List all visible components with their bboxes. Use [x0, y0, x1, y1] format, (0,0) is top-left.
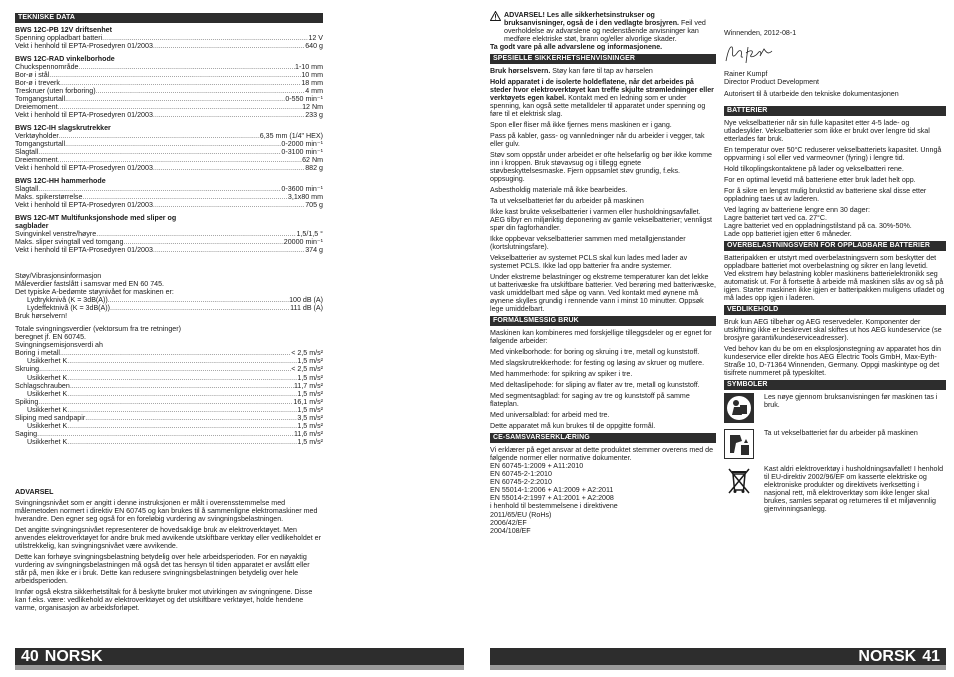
dot-leader [67, 422, 297, 430]
advarsel-paragraph-2: Det angitte svingningsnivået representerer de hovedsaklige bruk av elektroverktøyet. Men anvendes elektroverktøyet for andre bruk med avvikende utskiftbare verktøy eller vedlikeholdet er utilstrekkelig, kan svingningsnivået være avvikende. [15, 525, 321, 550]
safety-3: Spon eller fliser må ikke fjernes mens maskinen er i gang. [490, 121, 672, 130]
dot-leader [67, 357, 297, 365]
right-page-number: 41 [922, 648, 940, 665]
dot-leader [153, 201, 305, 209]
maintenance-text-1: Bruk kun AEG tilbehør og AEG reservedeler. Komponenter der utskiftning ikke er beskrevet skal skiftes ut hos AEG kundeservice (se brosjyre garanti/kundeserviceadresser). [724, 318, 942, 343]
spec-label: Usikkerhet K [27, 405, 68, 414]
dot-leader [79, 63, 296, 71]
vibration-row [15, 398, 323, 406]
battery-2: En temperatur over 50°C reduserer vekselbatteriets kapasitet. Unngå oppvarming i sol eller ved varmeovner (fyring) i lengre tid. [724, 146, 942, 163]
pb-title: BWS 12C-PB 12V driftsenhet [15, 25, 112, 34]
use-4: Med hammerhode: for spikring av spiker i tre. [490, 370, 633, 379]
spec-label: Lydtrykknivå (K = 3dB(A)) [27, 296, 108, 305]
spec-value: 1,5 m/s² [297, 405, 323, 414]
spec-value: 1,5 m/s² [297, 421, 323, 430]
spec-label: Vekt i henhold til EPTA-Prosedyren 01/2003 [15, 164, 153, 173]
right-footer-language: NORSK [858, 648, 917, 665]
spec-label: Dreiemoment [15, 103, 58, 112]
left-footer-bar [15, 665, 464, 670]
signature [724, 43, 946, 67]
spec-label: Spenning oppladbart batteri [15, 33, 103, 42]
spec-row [15, 164, 323, 172]
spec-value: 1,5 m/s² [297, 437, 323, 446]
spec-value: 1,5 m/s² [297, 357, 323, 366]
use-7: Med universalblad: for arbeid med tre. [490, 411, 610, 420]
spec-value: 882 g [305, 164, 323, 173]
spec-value: 16,1 m/s² [293, 397, 323, 406]
spec-value: < 2,5 m/s² [291, 365, 323, 374]
spec-row [15, 185, 323, 193]
dot-leader [96, 230, 296, 238]
batterier-header: BATTERIER [724, 106, 946, 116]
spec-label: Treskruer (uten forboring) [15, 87, 96, 96]
spec-row [15, 42, 323, 50]
signer-title: Director Product Development [724, 78, 820, 87]
spec-row [15, 103, 323, 111]
mt-title: BWS 12C-MT Multifunksjonshode med sliper og sagblader [15, 214, 177, 231]
battery-8: Lagre batteriet ved en oppladningstilstand på ca. 30%-50%. [724, 222, 912, 231]
safety-2-bold: Hold apparatet i de isolerte holdeflatene, når det arbeides på steder hvor elektroverktøyet kan treffe skjulte strømledninger eller verktøyets egen kabel. [490, 78, 714, 103]
left-footer [15, 648, 464, 665]
dot-leader [65, 95, 285, 103]
dot-leader [39, 365, 291, 373]
vedlikehold-header: VEDLIKEHOLD [724, 305, 946, 315]
use-3: Med slagskrutrekkerhode: for festing og løsing av skruer og mutlere. [490, 359, 705, 368]
vibration-row [15, 374, 323, 382]
dot-leader [60, 349, 291, 357]
spec-label: Usikkerhet K [27, 437, 68, 446]
spec-label: Usikkerhet K [27, 373, 68, 382]
dot-leader [82, 193, 288, 201]
vibration-row [15, 406, 323, 414]
dot-leader [58, 156, 303, 164]
spec-value: 10 mm [301, 70, 323, 79]
safety-2-text: Kontakt med en ledning som er under spenning, kan også sette metalldeler til apparatet under spenning og føre til et elektrisk slag. [490, 94, 706, 119]
ce-norm-item: EN 55014-1:2006 + A1:2009 + A2:2011 [490, 486, 614, 495]
safety-9: Ikke oppbevar vekselbatterier sammen med metallgjenstander (kortslutningsfare). [490, 235, 686, 252]
spec-label: Vekt i henhold til EPTA-Prosedyren 01/2003 [15, 111, 153, 120]
warning-keep-text: Ta godt vare på alle advarslene og informasjonene. [490, 43, 663, 52]
read-manual-icon [724, 393, 754, 423]
spec-value: 3,5 m/s² [297, 413, 323, 422]
spec-label: Vekt i henhold til EPTA-Prosedyren 01/2003 [15, 201, 153, 210]
ce-norm-item: 2006/42/EF [490, 518, 527, 527]
signature-icon [724, 43, 776, 65]
rad-title: BWS 12C-RAD vinkelborhode [15, 54, 115, 63]
spec-label: Slagtall [15, 185, 39, 194]
spec-value: 0-3100 min⁻¹ [281, 148, 323, 157]
spec-value: 6,35 mm (1/4" HEX) [259, 132, 323, 141]
authorized-text: Autorisert til å utarbeide den tekniske dokumentasjonen [724, 90, 899, 99]
spec-label: Vekt i henhold til EPTA-Prosedyren 01/2003 [15, 41, 153, 50]
vibration-row [15, 430, 323, 438]
spec-row [15, 140, 323, 148]
spec-value: 20000 min⁻¹ [283, 238, 323, 247]
battery-3: Hold tilkoplingskontaktene på lader og vekselbatteri rene. [724, 165, 904, 174]
spec-label: Sliping med sandpapir [15, 413, 86, 422]
spec-label: Tomgangsturtall [15, 95, 66, 104]
warning-bold-text: ADVARSEL! Les alle sikkerhetsinstrukser og bruksanvisninger, også de i den vedlagte brosjyren. [504, 11, 680, 28]
symbol-remove-battery [724, 429, 946, 459]
spec-label: Usikkerhet K [27, 421, 68, 430]
left-footer-language: NORSK [44, 648, 103, 665]
dot-leader [67, 406, 297, 414]
right-footer [490, 648, 946, 665]
spec-label: Slagtall [15, 148, 39, 157]
dot-leader [110, 304, 290, 312]
spec-value: 12 Nm [302, 103, 323, 112]
ce-norm-item: EN 60745-2-1:2010 [490, 470, 552, 479]
spec-value: 0-550 min⁻¹ [285, 95, 323, 104]
dot-leader [38, 148, 281, 156]
rad-spec-list [15, 63, 323, 119]
spec-label: Spiking [15, 397, 39, 406]
right-footer-bar [490, 665, 946, 670]
dot-leader [153, 246, 305, 254]
dot-leader [123, 238, 283, 246]
ce-text: Vi erklærer på eget ansvar at dette produktet stemmer overens med de følgende normer eller normative dokumenter. [490, 446, 714, 463]
dot-leader [67, 374, 297, 382]
spec-value: 1,5/1,5 ° [296, 230, 323, 239]
use-header: FORMÅLSMESSIG BRUK [490, 316, 716, 326]
spec-row [15, 193, 323, 201]
spec-label: Dreiemoment [15, 156, 58, 165]
spec-row [15, 111, 323, 119]
spec-label: Maks. sliper svingtall ved tomgang [15, 238, 124, 247]
safety-7: Ta ut vekselbatteriet før du arbeider på maskinen [490, 197, 644, 206]
spec-value: 0-2000 min⁻¹ [281, 140, 323, 149]
ce-norm-item: EN 60745-2-2:2010 [490, 478, 552, 487]
battery-9: Lade opp batteriet igjen etter 6 måneder. [724, 230, 852, 239]
overload-header: OVERBELASTNINGSVERN FOR OPPLADBARE BATTERIER [724, 241, 946, 251]
vib-intro-3: Svingningsemisjonsverdi ah [15, 341, 103, 350]
spec-value: 1,5 m/s² [297, 389, 323, 398]
spec-row [15, 79, 323, 87]
dot-leader [38, 185, 281, 193]
battery-7: Lagre batteriet tørt ved ca. 27°C. [724, 214, 827, 223]
vibration-row [15, 438, 323, 446]
ih-spec-list [15, 132, 323, 172]
vibration-row [15, 422, 323, 430]
spec-value: < 2,5 m/s² [291, 349, 323, 358]
spec-row [15, 63, 323, 71]
noise-title: Støy/Vibrasjonsinformasjon [15, 272, 102, 281]
vibration-row [15, 349, 323, 357]
spec-value: 18 mm [301, 79, 323, 87]
ce-header: CE-SAMSVARSERKLÆRING [490, 433, 716, 443]
spec-label: Chuckspennområde [15, 62, 79, 71]
spec-label: Tomgangsturtall [15, 140, 66, 149]
symbol-read-manual [724, 393, 946, 423]
vib-intro-1: Totale svingningsverdier (vektorsum fra tre retninger) [15, 325, 181, 334]
spec-label: Usikkerhet K [27, 389, 68, 398]
vibration-list [15, 349, 323, 445]
dot-leader [108, 296, 289, 304]
spec-value: 640 g [305, 41, 323, 50]
spec-row [15, 246, 323, 254]
battery-4: For en optimal levetid må batteriene etter bruk ladet helt opp. [724, 176, 916, 185]
symbol-2-text: Ta ut vekselbatteriet før du arbeider på maskinen [764, 429, 918, 438]
spec-row [15, 132, 323, 140]
dot-leader [96, 87, 306, 95]
spec-row [15, 71, 323, 79]
spec-value: 12 V [308, 33, 323, 42]
safety-8: Ikke kast brukte vekselbatterier i varmen eller husholdningsavfallet. AEG tilbyr en miljøriktig deponering av gamle vekselbatterier; vennligst spør din fagforhandler. [490, 208, 712, 233]
spec-label: Skruing [15, 365, 40, 374]
symboler-header: SYMBOLER [724, 380, 946, 390]
advarsel-paragraph-1: Svingningsnivået som er angitt i denne instruksjonen er målt i overensstemmelse med målemetoden normert i direktiv EN 60745 og kan brukes til å sammenligne elektromaskiner med hverandre. Den egner seg også for en foreløbig vurdering av svingningsbelastningen. [15, 498, 318, 523]
spec-label: Boring i metall [15, 349, 60, 358]
advarsel-paragraph-4: Innfør også ekstra sikkerhetstiltak for å beskytte bruker mot utvirkingen av svingningene. Disse kan f.eks. være: vedlikehold av elektroverktøyet og det utskiftbare verktøyet, holde hendene varme, organisasjon av arbeidsforløpet. [15, 587, 313, 612]
pb-spec-list [15, 34, 323, 50]
remove-battery-icon [724, 429, 754, 459]
noise-intro-1: Måleverdier fastslått i samsvar med EN 60 745. [15, 280, 165, 289]
spec-value: 11,7 m/s² [293, 381, 323, 390]
spec-value: 3,1x80 mm [287, 193, 323, 202]
use-1: Maskinen kan kombineres med forskjellige tilleggsdeler og er egnet for følgende arbeider: [490, 329, 712, 346]
dot-leader [38, 398, 293, 406]
spec-label: Bor-ø i stål [15, 70, 50, 79]
safety-11: Under ekstreme belastninger og ekstreme temperaturer kan det lekke ut batterivæske fra utskiftbare batterier. Ved berøring med batterivæske, vask umiddelbart med såpe og vann. Ved kontakt med øynene må øynene skylles grundig i rennende vann i minst 10 minutter. Oppsøk lege umiddelbart. [490, 273, 716, 314]
spec-value: 100 dB (A) [289, 296, 323, 305]
dot-leader [70, 382, 294, 390]
spec-value: 1-10 mm [295, 62, 323, 71]
dot-leader [67, 390, 297, 398]
signer-name: Rainer Kumpf [724, 70, 768, 79]
battery-1: Nye vekselbatterier når sin fulle kapasitet etter 4-5 lade- og utladesykler. Vekselbatterier som ikke er brukt over lengre tid skal etterlades før bruk. [724, 118, 930, 144]
hh-title: BWS 12C-HH hammerhode [15, 177, 106, 186]
vibration-row [15, 390, 323, 398]
spec-row [15, 201, 323, 209]
dot-leader [65, 140, 281, 148]
spec-value: 1,5 m/s² [297, 373, 323, 382]
place-date: Winnenden, 2012-08-1 [724, 29, 797, 37]
right-column [724, 11, 946, 519]
spec-row [15, 156, 323, 164]
noise-row [27, 296, 323, 304]
spec-row [15, 34, 323, 42]
spec-label: Svingvinkel venstre/høyre [15, 230, 97, 239]
ce-norm-item: i henhold til bestemmelsene i direktivene [490, 502, 618, 511]
crossed-bin-icon [724, 465, 754, 495]
symbol-weee [724, 465, 946, 513]
vibration-row [15, 357, 323, 365]
advarsel-title: ADVARSEL [15, 487, 54, 496]
battery-6: Ved lagring av batteriene lengre enn 30 dager: [724, 206, 870, 215]
spec-value: 0-3600 min⁻¹ [281, 185, 323, 194]
use-8: Dette apparatet må kun brukes til de oppgitte formål. [490, 422, 656, 431]
spec-label: Lydeffektnivå (K = 3dB(A)) [27, 304, 110, 313]
spec-label: Bor-ø i treverk [15, 79, 60, 87]
warning-triangle-icon [490, 11, 501, 21]
spec-value: 111 dB (A) [290, 304, 323, 313]
dot-leader [59, 132, 260, 140]
spec-row [15, 238, 323, 246]
noise-list [15, 296, 323, 312]
middle-column [490, 11, 716, 535]
spec-value: 705 g [305, 201, 323, 210]
spec-value: 62 Nm [302, 156, 323, 165]
use-2: Med vinkelborhode: for boring og skruing i tre, metall og kunststoff. [490, 348, 700, 357]
dot-leader [153, 111, 305, 119]
tekniske-data-header: TEKNISKE DATA [15, 13, 323, 23]
maintenance-text-2: Ved behov kan du be om en eksplosjonstegning av apparatet hos din kundeservice eller direkte hos AEG Electric Tools GmbH, Max-Eyth-Straße 10, D-71364 Winnenden, Germany. Oppgi maskintype og det tisifrete nummeret på typeskiltet. [724, 345, 941, 378]
vibration-row [15, 365, 323, 373]
noise-row [27, 304, 323, 312]
safety-header: SPESIELLE SIKKERHETSHENVISNINGER [490, 54, 716, 64]
warning-block [490, 11, 716, 43]
use-6: Med segmentsagblad: for saging av tre og kunststoff på samme flateplan. [490, 392, 690, 409]
spec-value: 11,6 m/s² [293, 429, 323, 438]
dot-leader [67, 438, 297, 446]
left-page-column [15, 11, 323, 615]
safety-1-bold: Bruk hørselsvern. [490, 66, 551, 75]
safety-5: Støv som oppstår under arbeidet er ofte helsefarlig og bør ikke komme inn i kroppen. Bruk støvavsug og i tillegg egnete støvbeskyttelsesmaske. Fjern oppsamlet støv grundig, f.eks. oppsuging. [490, 151, 712, 184]
dot-leader [85, 414, 297, 422]
safety-1-text: Støy kan føre til tap av hørselen [550, 66, 653, 75]
spec-value: 233 g [305, 111, 323, 120]
dot-leader [58, 103, 303, 111]
dot-leader [49, 71, 301, 79]
ih-title: BWS 12C-IH slagskrutrekker [15, 124, 111, 133]
ce-norm-item: 2011/65/EU (RoHs) [490, 510, 552, 519]
spec-row [15, 95, 323, 103]
left-page-number: 40 [21, 648, 39, 665]
mt-spec-list [15, 230, 323, 254]
symbol-1-text: Les nøye gjennom bruksanvisningen før maskinen tas i bruk. [764, 393, 938, 410]
hh-spec-list [15, 185, 323, 209]
symbol-3-text: Kast aldri elektroverktøy i husholdningsavfallet! I henhold til EU-direktiv 2002/96/EF om kasserte elektriske og elektroniske produkter og direktivets iverksetting i nasjonal rett, må elektroverktøy som ikke lenger skal brukes, samles separat og returneres til et miljøvennlig gjenvinningsanlegg. [764, 465, 944, 514]
dot-leader [153, 164, 305, 172]
noise-intro-2: Det typiske A-bedømte støynivået for maskinen er: [15, 288, 174, 297]
safety-4: Pass på kabler, gass- og vannledninger når du arbeider i vegger, tak eller gulv. [490, 132, 705, 149]
dot-leader [102, 34, 308, 42]
dot-leader [37, 430, 294, 438]
safety-10: Vekselbatterier av systemet PCLS skal kun lades med lader av systemet PCLS. Ikke lad opp batterier fra andre systemer. [490, 254, 688, 271]
spec-label: Verktøyholder [15, 132, 59, 141]
ear-protection-text: Bruk hørselvern! [15, 312, 68, 321]
vibration-row [15, 382, 323, 390]
battery-5: For å sikre en lengst mulig brukstid av batteriene skal disse etter oppladning taes ut av laderen. [724, 187, 927, 204]
spec-row [15, 230, 323, 238]
spec-label: Usikkerhet K [27, 357, 68, 366]
safety-6: Asbestholdig materiale må ikke bearbeides. [490, 186, 628, 195]
use-5: Med deltaslipehode: for sliping av flater av tre, metall og kunststoff. [490, 381, 700, 390]
spec-label: Vekt i henhold til EPTA-Prosedyren 01/2003 [15, 246, 153, 255]
vibration-row [15, 414, 323, 422]
ce-norm-item: EN 60745-1:2009 + A11:2010 [490, 462, 584, 471]
spec-value: 374 g [305, 246, 323, 255]
ce-norm-list [490, 462, 716, 534]
vib-intro-2: beregnet jf. EN 60745. [15, 333, 86, 342]
warning-rest-text: Feil ved overholdelse av advarslene og nedenstående anvisninger kan medføre elektriske støt, brann og/eller alvorlige skader. [504, 19, 706, 44]
spec-value: 4 mm [305, 87, 323, 96]
spec-label: Saging [15, 429, 38, 438]
overload-text: Batteripakken er utstyrt med overbelastningsvern som beskytter det oppladbare batteriet mot overbelastning og sikrer en lang levetid. Ved ekstrem høy belastning kobler maskinens batterielektronikk seg automatisk ut. For å fortsette å arbeide må maskinen slås av og så på igjen. Starter maskinen ikke igjen er batteripakken muligens utladet og må lades opp igjen i laderen. [724, 254, 945, 303]
spec-label: Schlagschrauben [15, 381, 70, 390]
ce-norm-item: EN 55014-2:1997 + A1:2001 + A2:2008 [490, 494, 614, 503]
spec-row [15, 87, 323, 95]
dot-leader [153, 42, 305, 50]
advarsel-paragraph-3: Dette kan forhøye svingningsbelastning betydelig over hele arbeidsperioden. For en nøyaktig vurdering av svingningsbelastningen må også det tas hensyn til tiden apparatet er avslått eller står på, men ikke er i bruk. Dette kan redusere svingningsbelastningen betydelig over hele arbeidsperioden. [15, 552, 310, 585]
spec-label: Maks. spikerstørrelse [15, 193, 83, 202]
spec-row [15, 148, 323, 156]
ce-norm-item: 2004/108/EF [490, 526, 531, 535]
dot-leader [60, 79, 301, 87]
